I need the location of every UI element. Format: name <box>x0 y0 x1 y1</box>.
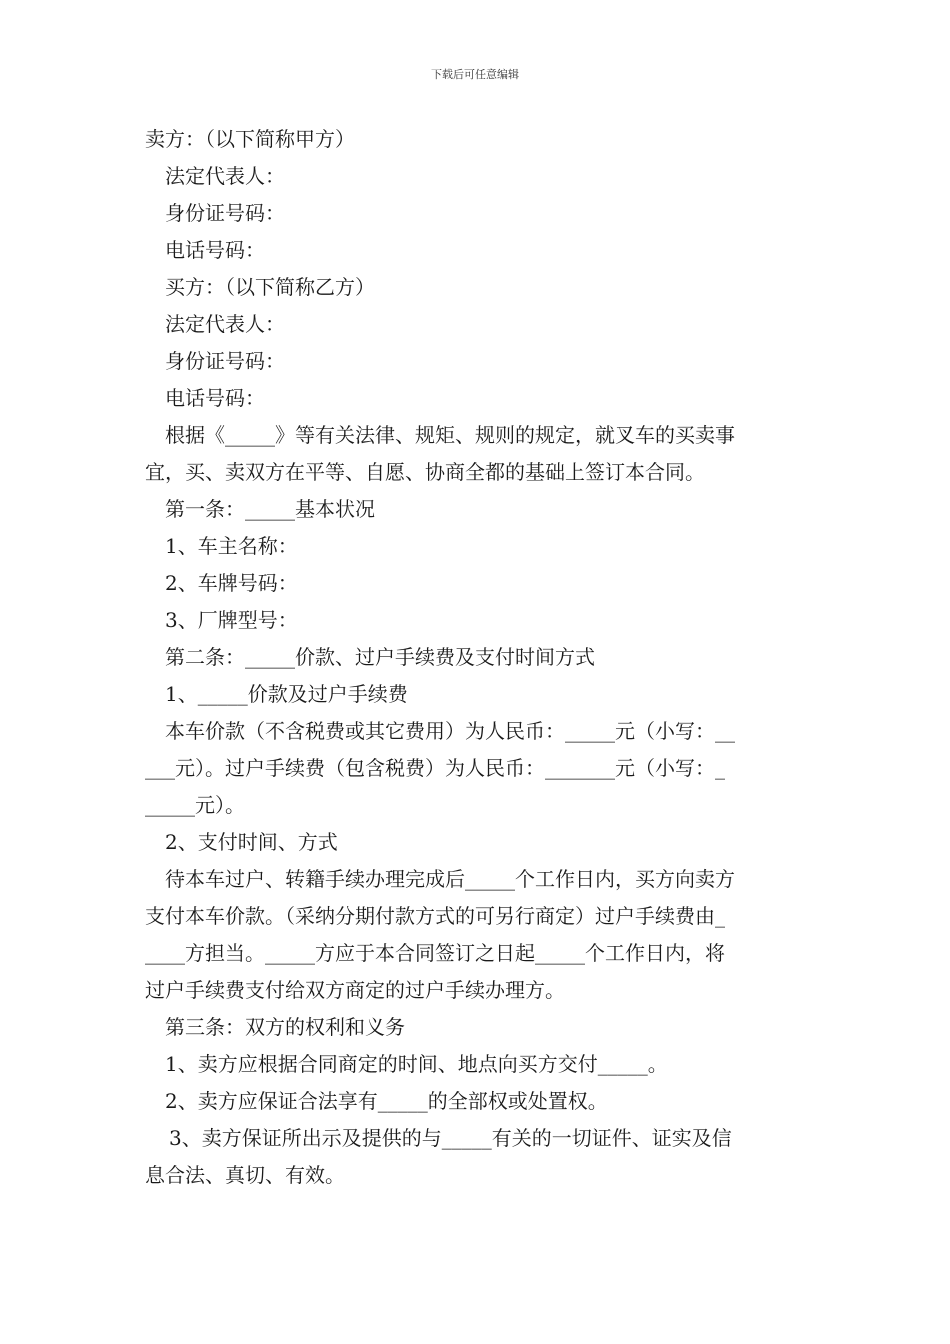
contract-line: 身份证号码： <box>165 201 285 225</box>
contract-line: 电话号码： <box>165 386 265 410</box>
contract-line: 法定代表人： <box>165 312 285 336</box>
contract-line: 待本车过户、转籍手续办理完成后_____个工作日内，买方向卖方 <box>165 867 735 891</box>
contract-line: 2、卖方应保证合法享有_____的全部权或处置权。 <box>165 1089 608 1113</box>
contract-line: 1、车主名称： <box>165 534 298 558</box>
contract-body <box>145 121 810 1194</box>
contract-line: 1、卖方应根据合同商定的时间、地点向买方交付_____。 <box>165 1052 668 1076</box>
contract-line: 2、支付时间、方式 <box>165 830 338 854</box>
contract-line: 法定代表人： <box>165 164 285 188</box>
contract-line: 根据《_____》等有关法律、规矩、规则的规定，就叉车的买卖事 <box>165 423 735 447</box>
contract-line: ____方担当。_____方应于本合同签订之日起_____个工作日内，将 <box>145 941 725 965</box>
contract-line: 3、卖方保证所出示及提供的与_____有关的一切证件、证实及信 <box>169 1126 732 1150</box>
contract-line: 卖方：（以下简称甲方） <box>145 127 355 151</box>
contract-line: 支付本车价款。（采纳分期付款方式的可另行商定）过户手续费由_ <box>145 904 725 928</box>
contract-line: 电话号码： <box>165 238 265 262</box>
contract-line: 3、厂牌型号： <box>165 608 298 632</box>
contract-line: 第二条：_____价款、过户手续费及支付时间方式 <box>165 645 595 669</box>
contract-line: 过户手续费支付给双方商定的过户手续办理方。 <box>145 978 565 1002</box>
contract-line: 买方：（以下简称乙方） <box>165 275 375 299</box>
contract-line: 宜，买、卖双方在平等、自愿、协商全都的基础上签订本合同。 <box>145 460 705 484</box>
contract-line: 第三条：双方的权利和义务 <box>165 1015 405 1039</box>
contract-line: 1、_____价款及过户手续费 <box>165 682 408 706</box>
contract-line: 身份证号码： <box>165 349 285 373</box>
contract-line: 2、车牌号码： <box>165 571 298 595</box>
contract-line: ___元）。过户手续费（包含税费）为人民币：_______元（小写：_ <box>145 756 725 780</box>
contract-line: _____元）。 <box>145 793 245 817</box>
contract-line: 本车价款（不含税费或其它费用）为人民币：_____元（小写：__ <box>165 719 735 743</box>
contract-line: 息合法、真切、有效。 <box>145 1163 345 1187</box>
contract-line: 第一条：_____基本状况 <box>165 497 375 521</box>
page-header: 下载后可任意编辑 <box>431 68 519 81</box>
